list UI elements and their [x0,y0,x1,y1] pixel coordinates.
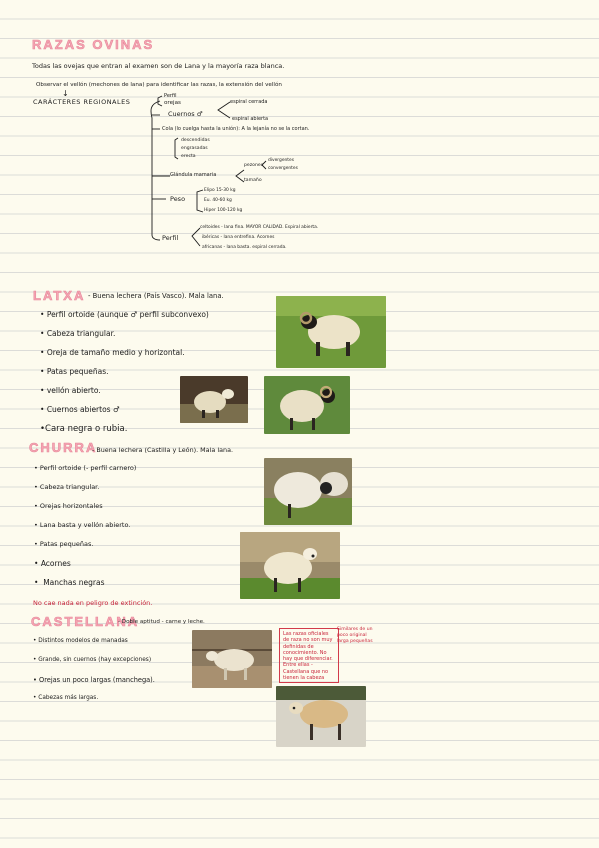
churra-photo-1 [264,458,352,525]
churra-bullet-5: • Patas pequeñas. [34,540,94,548]
castellana-box-note: Las razas oficiales de raza no son muy definidas de conocimiento. No hay que diferenciar. Entre ellas - Castellana que no tienen la cabeza [279,628,339,683]
perfil-label: Perfil [164,93,177,99]
latxa-title: LATXA [33,288,86,303]
latxa-photo-2 [180,376,248,423]
castellana-bullet-1: • Distintos modelos de manadas [33,638,128,644]
peso-sub-2: Eu. 40-60 kg [204,198,232,203]
latxa-desc: - Buena lechera (País Vasco). Mala lana. [88,292,224,300]
latxa-photo-1 [276,296,386,368]
cuernos-sub-1: espiral cerrada [230,99,268,105]
cola-sub-3: erecta [181,154,196,159]
churra-bullet-3: • Orejas horizontales [34,502,103,510]
churra-photo-2 [240,532,340,599]
page-title: RAZAS OVINAS [32,37,155,52]
perfil-main-label: Perfil [162,234,179,242]
peso-sub-1: Elipo 15-30 kg [204,188,236,193]
castellana-photo-2 [276,686,366,747]
down-arrow-icon: ↓ [62,89,69,98]
mamaria-label: Glándula mamaria [170,172,217,178]
cola-sub-1: descendidas [181,138,210,143]
latxa-photo-3 [264,376,350,434]
latxa-bullet-6: • Cuernos abiertos ♂ [40,405,120,414]
latxa-bullet-2: • Cabeza triangular. [40,329,116,338]
cuernos-sub-2: espiral abierta [232,116,269,122]
cola-label: Cola (lo cuelga hasta la unión): A la lejanía no se la cortan. [162,126,310,132]
perfil-sub-3: africanas - lana basta. espiral cerrada. [202,245,287,250]
intro-line-1: Todas las ovejas que entran al examen son de Lana y la mayoría raza blanca. [32,62,285,70]
cola-sub-2: engrasadas [181,146,208,151]
castellana-title: CASTELLANA [31,614,140,629]
castellana-bullet-4: • Cabezas más largas. [33,695,99,701]
peso-label: Peso [170,195,186,203]
castellana-desc: - Doble aptitud - carne y leche. [118,619,205,625]
latxa-bullet-1: • Perfil ortoide (aunque ♂ perfil subconvexo) [40,310,209,319]
cuernos-label: Cuernos ♂ [168,110,203,118]
perfil-sub-2: ibéricas - lana entrefina. Acornes [202,235,275,240]
castellana-bullet-3: • Orejas un poco largas (manchega). [33,676,155,684]
latxa-bullet-5: • vellón abierto. [40,386,101,395]
regional-heading: CARÁCTERES REGIONALES [33,98,131,106]
castellana-bullet-2: • Grande, sin cuernos (hay excepciones) [33,657,152,663]
churra-bullet-4: • Lana basta y vellón abierto. [34,521,131,529]
latxa-bullet-3: • Oreja de tamaño medio y horizontal. [40,348,185,357]
latxa-bullet-7: •Cara negra o rubia. [40,424,128,434]
extinction-note: No cae nada en peligro de extinción. [33,599,153,607]
churra-bullet-7: • Manchas negras [34,578,105,587]
churra-bullet-1: • Perfil ortoide (- perfil carnero) [34,464,137,472]
pezones-sub-2: convergentes [268,166,298,171]
orejas-label: orejas [164,100,181,106]
mamaria-tamano: tamaño [244,178,262,183]
intro-line-2: Observar el vellón (mechones de lana) para identificar las razas, la extensión del vellón [36,82,282,88]
pezones-sub-1: divergentes [268,158,295,163]
perfil-sub-1: celtoides - lana fina. MAYOR CALIDAD. Espiral abierta. [200,225,319,230]
peso-sub-3: Hiper 100-120 kg [204,208,243,213]
churra-bullet-2: • Cabeza triangular. [34,483,100,491]
churra-bullet-6: • Acornes [34,559,71,568]
churra-desc: - Buena lechera (Castilla y León). Mala lana. [92,446,234,454]
mamaria-pezones: pezones [244,163,264,168]
latxa-bullet-4: • Patas pequeñas. [40,367,109,376]
castellana-side-note: Similares de un poco original larga pequeñas [337,627,373,644]
churra-title: CHURRA [29,440,98,455]
castellana-photo-1 [192,630,272,688]
